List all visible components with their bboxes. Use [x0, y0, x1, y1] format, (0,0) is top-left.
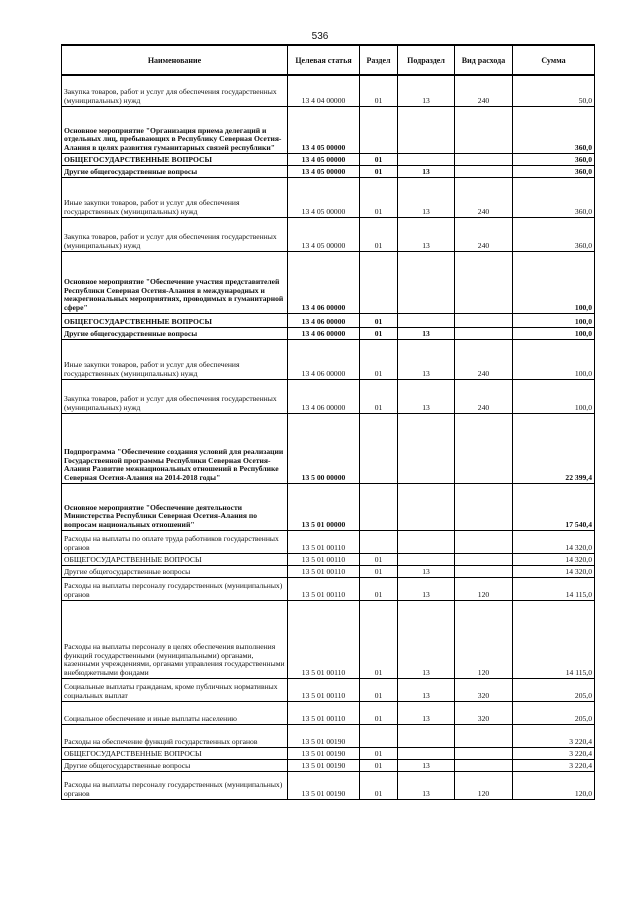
row-target-article: 13 5 00 00000: [288, 413, 360, 483]
row-name: Основное мероприятие "Обеспечение деятельности Министерства Республики Северная Осетия-Алания по вопросам национальных отношений": [62, 483, 288, 530]
row-subsection: 13: [398, 701, 455, 724]
row-amount: 3 220,4: [513, 759, 595, 771]
table-body: [62, 75, 595, 799]
table-row: [62, 553, 595, 565]
row-amount: 360,0: [513, 217, 595, 251]
row-section: 01: [360, 327, 398, 339]
row-amount: 360,0: [513, 165, 595, 177]
row-subsection: 13: [398, 217, 455, 251]
table-row: [62, 75, 595, 106]
row-name: ОБЩЕГОСУДАРСТВЕННЫЕ ВОПРОСЫ: [62, 553, 288, 565]
row-name: Расходы на выплаты персоналу в целях обеспечения выполнения функций государственными (муниципальными) органами, казенными учреждениями, органами управления государственными внебюджетными фондами: [62, 600, 288, 678]
table-row: [62, 413, 595, 483]
row-section: 01: [360, 153, 398, 165]
row-amount: 100,0: [513, 313, 595, 327]
table-row: [62, 577, 595, 600]
row-subsection: [398, 413, 455, 483]
table-row: [62, 313, 595, 327]
row-name: Закупка товаров, работ и услуг для обеспечения государственных (муниципальных) нужд: [62, 379, 288, 413]
row-expense-type: [455, 747, 513, 759]
row-subsection: [398, 724, 455, 747]
row-expense-type: [455, 327, 513, 339]
row-name: Подпрограмма "Обеспечение создания условий для реализации Государственной программы Республики Северная Осетия-Алания Развитие межнациональных отношений в Республике Северная Осетия-Алания на 2014-2018 годы": [62, 413, 288, 483]
table-row: [62, 747, 595, 759]
table-row: [62, 759, 595, 771]
row-target-article: 13 5 01 00110: [288, 565, 360, 577]
row-subsection: [398, 251, 455, 313]
header-section: Раздел: [360, 45, 398, 75]
table-row: [62, 217, 595, 251]
row-name: Иные закупки товаров, работ и услуг для обеспечения государственных (муниципальных) нужд: [62, 177, 288, 217]
row-name: Основное мероприятие "Обеспечение участия представителей Республики Северная Осетия-Алания в международных и межрегиональных мероприятиях, проводимых в гуманитарной сфере": [62, 251, 288, 313]
row-target-article: 13 4 05 00000: [288, 106, 360, 153]
row-target-article: 13 4 05 00000: [288, 217, 360, 251]
row-section: 01: [360, 747, 398, 759]
row-subsection: [398, 483, 455, 530]
row-target-article: 13 4 06 00000: [288, 327, 360, 339]
row-subsection: 13: [398, 75, 455, 106]
row-target-article: 13 4 06 00000: [288, 339, 360, 379]
row-section: 01: [360, 75, 398, 106]
row-subsection: 13: [398, 600, 455, 678]
row-section: 01: [360, 759, 398, 771]
row-subsection: 13: [398, 577, 455, 600]
row-amount: 14 320,0: [513, 553, 595, 565]
row-name: Расходы на выплаты персоналу государственных (муниципальных) органов: [62, 577, 288, 600]
row-name: Основное мероприятие "Организация приема делегаций и отдельных лиц, пребывающих в Республику Северная Осетия-Алания в целях развития гуманитарных связей республики": [62, 106, 288, 153]
row-expense-type: [455, 759, 513, 771]
row-section: 01: [360, 701, 398, 724]
row-target-article: 13 5 01 00110: [288, 577, 360, 600]
row-name: Другие общегосударственные вопросы: [62, 165, 288, 177]
table-row: [62, 153, 595, 165]
row-name: Расходы на обеспечение функций государственных органов: [62, 724, 288, 747]
row-section: 01: [360, 165, 398, 177]
row-amount: 100,0: [513, 339, 595, 379]
row-name: Другие общегосударственные вопросы: [62, 759, 288, 771]
table-row: [62, 600, 595, 678]
row-target-article: 13 5 01 00190: [288, 724, 360, 747]
row-expense-type: 320: [455, 678, 513, 701]
row-expense-type: [455, 413, 513, 483]
row-expense-type: 240: [455, 217, 513, 251]
row-expense-type: 120: [455, 577, 513, 600]
row-expense-type: [455, 106, 513, 153]
row-target-article: 13 4 05 00000: [288, 177, 360, 217]
row-subsection: [398, 106, 455, 153]
header-expense-type: Вид расхода: [455, 45, 513, 75]
row-section: [360, 106, 398, 153]
row-target-article: 13 5 01 00110: [288, 701, 360, 724]
budget-table: [61, 44, 595, 800]
header-amount: Сумма: [513, 45, 595, 75]
row-target-article: 13 5 01 00110: [288, 553, 360, 565]
row-amount: 120,0: [513, 771, 595, 799]
row-amount: 14 115,0: [513, 577, 595, 600]
row-expense-type: 240: [455, 177, 513, 217]
row-name: Закупка товаров, работ и услуг для обеспечения государственных (муниципальных) нужд: [62, 217, 288, 251]
row-amount: 100,0: [513, 379, 595, 413]
row-section: 01: [360, 600, 398, 678]
row-target-article: 13 4 06 00000: [288, 379, 360, 413]
row-section: 01: [360, 217, 398, 251]
row-subsection: 13: [398, 678, 455, 701]
table-row: [62, 483, 595, 530]
row-expense-type: [455, 553, 513, 565]
table-row: [62, 678, 595, 701]
header-name: Наименование: [62, 45, 288, 75]
row-section: 01: [360, 577, 398, 600]
row-section: [360, 483, 398, 530]
row-target-article: 13 4 06 00000: [288, 313, 360, 327]
row-section: 01: [360, 177, 398, 217]
row-amount: 205,0: [513, 701, 595, 724]
row-amount: 100,0: [513, 327, 595, 339]
row-subsection: 13: [398, 565, 455, 577]
row-name: Другие общегосударственные вопросы: [62, 327, 288, 339]
row-expense-type: [455, 251, 513, 313]
row-expense-type: 320: [455, 701, 513, 724]
table-row: [62, 251, 595, 313]
row-expense-type: [455, 724, 513, 747]
row-amount: 3 220,4: [513, 724, 595, 747]
table-row: [62, 339, 595, 379]
row-name: Иные закупки товаров, работ и услуг для обеспечения государственных (муниципальных) нужд: [62, 339, 288, 379]
row-amount: 100,0: [513, 251, 595, 313]
row-amount: 50,0: [513, 75, 595, 106]
row-name: Расходы на выплаты по оплате труда работников государственных органов: [62, 530, 288, 553]
table-row: [62, 177, 595, 217]
row-amount: 22 399,4: [513, 413, 595, 483]
row-name: Закупка товаров, работ и услуг для обеспечения государственных (муниципальных) нужд: [62, 75, 288, 106]
row-target-article: 13 5 01 00110: [288, 530, 360, 553]
row-section: 01: [360, 553, 398, 565]
header-subsection: Подраздел: [398, 45, 455, 75]
row-amount: 3 220,4: [513, 747, 595, 759]
row-section: [360, 530, 398, 553]
row-amount: 14 320,0: [513, 530, 595, 553]
row-section: 01: [360, 339, 398, 379]
row-section: 01: [360, 771, 398, 799]
row-amount: 14 115,0: [513, 600, 595, 678]
row-expense-type: [455, 165, 513, 177]
row-subsection: [398, 153, 455, 165]
row-expense-type: [455, 565, 513, 577]
row-expense-type: [455, 483, 513, 530]
header-target-article: Целевая статья: [288, 45, 360, 75]
row-name: Расходы на выплаты персоналу государственных (муниципальных) органов: [62, 771, 288, 799]
row-subsection: 13: [398, 771, 455, 799]
row-name: Социальное обеспечение и иные выплаты населению: [62, 701, 288, 724]
row-amount: 360,0: [513, 106, 595, 153]
row-target-article: 13 4 05 00000: [288, 153, 360, 165]
table-row: [62, 327, 595, 339]
row-expense-type: 240: [455, 379, 513, 413]
row-expense-type: [455, 313, 513, 327]
row-expense-type: [455, 530, 513, 553]
row-target-article: 13 5 01 00110: [288, 600, 360, 678]
row-section: 01: [360, 565, 398, 577]
row-subsection: 13: [398, 177, 455, 217]
table-row: [62, 771, 595, 799]
table-header-row: [62, 45, 595, 75]
row-section: 01: [360, 678, 398, 701]
row-expense-type: 120: [455, 771, 513, 799]
table-row: [62, 379, 595, 413]
row-section: 01: [360, 379, 398, 413]
page-number: 536: [311, 31, 329, 42]
table-row: [62, 530, 595, 553]
row-subsection: [398, 553, 455, 565]
table-row: [62, 565, 595, 577]
row-subsection: 13: [398, 759, 455, 771]
row-section: [360, 251, 398, 313]
row-name: Другие общегосударственные вопросы: [62, 565, 288, 577]
row-section: 01: [360, 313, 398, 327]
table-row: [62, 106, 595, 153]
row-name: Социальные выплаты гражданам, кроме публичных нормативных социальных выплат: [62, 678, 288, 701]
row-target-article: 13 4 04 00000: [288, 75, 360, 106]
row-amount: 17 540,4: [513, 483, 595, 530]
row-name: ОБЩЕГОСУДАРСТВЕННЫЕ ВОПРОСЫ: [62, 153, 288, 165]
table-row: [62, 701, 595, 724]
row-amount: 14 320,0: [513, 565, 595, 577]
table-row: [62, 724, 595, 747]
row-amount: 360,0: [513, 177, 595, 217]
row-amount: 205,0: [513, 678, 595, 701]
row-target-article: 13 4 06 00000: [288, 251, 360, 313]
row-name: ОБЩЕГОСУДАРСТВЕННЫЕ ВОПРОСЫ: [62, 747, 288, 759]
row-target-article: 13 4 05 00000: [288, 165, 360, 177]
row-target-article: 13 5 01 00000: [288, 483, 360, 530]
row-amount: 360,0: [513, 153, 595, 165]
row-target-article: 13 5 01 00110: [288, 678, 360, 701]
row-target-article: 13 5 01 00190: [288, 759, 360, 771]
row-target-article: 13 5 01 00190: [288, 747, 360, 759]
row-target-article: 13 5 01 00190: [288, 771, 360, 799]
row-section: [360, 413, 398, 483]
row-subsection: [398, 747, 455, 759]
row-expense-type: [455, 153, 513, 165]
row-subsection: [398, 530, 455, 553]
row-section: [360, 724, 398, 747]
row-expense-type: 240: [455, 339, 513, 379]
row-subsection: 13: [398, 339, 455, 379]
row-expense-type: 240: [455, 75, 513, 106]
row-name: ОБЩЕГОСУДАРСТВЕННЫЕ ВОПРОСЫ: [62, 313, 288, 327]
table-row: [62, 165, 595, 177]
row-subsection: 13: [398, 327, 455, 339]
row-subsection: [398, 313, 455, 327]
row-subsection: 13: [398, 165, 455, 177]
row-expense-type: 120: [455, 600, 513, 678]
row-subsection: 13: [398, 379, 455, 413]
